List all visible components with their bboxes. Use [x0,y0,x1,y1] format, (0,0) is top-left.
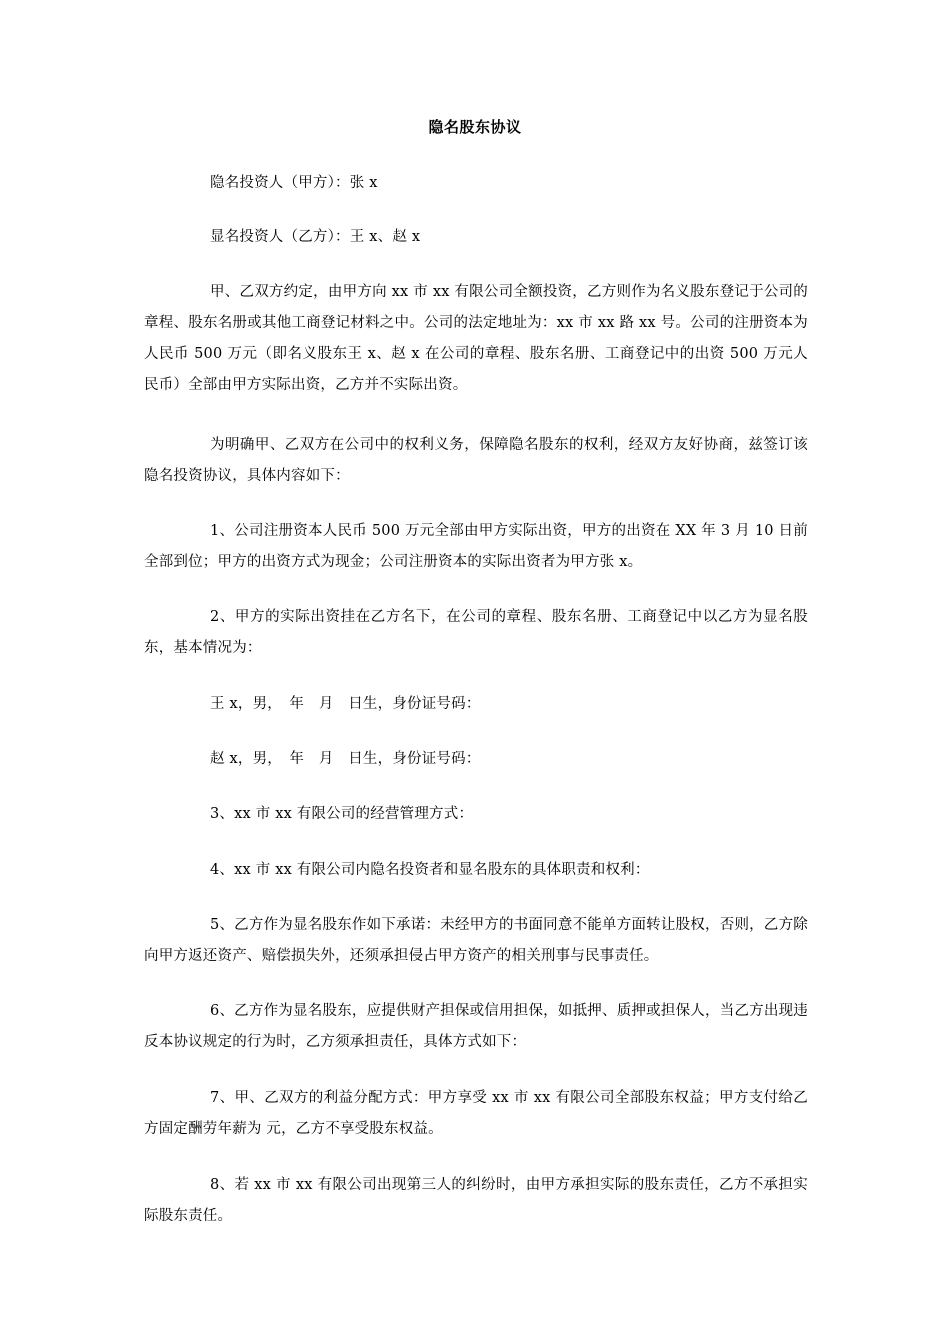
clause-3: 3、xx 市 xx 有限公司的经营管理方式： [210,806,474,822]
clause-4: 4、xx 市 xx 有限公司内隐名投资者和显名股东的具体职责和权利： [210,862,650,878]
clause-1: 1、公司注册资本人民币 500 万元全部由甲方实际出资，甲方的出资在 XX 年 3 月 10 日前全部到位；甲方的出资方式为现金；公司注册资本的实际出资者为甲方张 x。 [144,523,808,570]
concealed-investor-line: 隐名投资人（甲方）：张 x [210,175,378,191]
clause-2: 2、甲方的实际出资挂在乙方名下，在公司的章程、股东名册、工商登记中以乙方为显名股东，基本情况为： [144,609,808,656]
clause-8: 8、若 xx 市 xx 有限公司出现第三人的纠纷时，由甲方承担实际的股东责任，乙方不承担实际股东责任。 [144,1177,808,1224]
clause-5: 5、乙方作为显名股东作如下承诺：未经甲方的书面同意不能单方面转让股权，否则，乙方除向甲方返还资产、赔偿损失外，还须承担侵占甲方资产的相关刑事与民事责任。 [144,917,808,964]
agreement-intro-paragraph: 甲、乙双方约定，由甲方向 xx 市 xx 有限公司全额投资，乙方则作为名义股东登记于公司的章程、股东名册或其他工商登记材料之中。公司的法定地址为：xx 市 xx 路 xx 号。公司的注册资本为人民币 500 万元（即名义股东王 x、赵 x 在公司的章程、股东名册、工商登记中的出资 500 万元人民币）全部由甲方实际出资，乙方并不实际出资。 [144,284,808,393]
clause-7: 7、甲、乙双方的利益分配方式：甲方享受 xx 市 xx 有限公司全部股东权益；甲方支付给乙方固定酬劳年薪为 元，乙方不享受股东权益。 [144,1090,808,1137]
purpose-paragraph: 为明确甲、乙双方在公司中的权利义务，保障隐名股东的权利，经双方友好协商，兹签订该隐名投资协议，具体内容如下： [144,437,808,484]
nominal-investor-line: 显名投资人（乙方）：王 x、赵 x [210,229,421,245]
clause-6: 6、乙方作为显名股东，应提供财产担保或信用担保，如抵押、质押或担保人，当乙方出现违反本协议规定的行为时，乙方须承担责任，具体方式如下： [144,1003,808,1050]
shareholder-wang-line: 王 x，男， 年 月 日生，身份证号码： [210,696,481,712]
shareholder-zhao-line: 赵 x，男， 年 月 日生，身份证号码： [210,751,481,767]
document-title: 隐名股东协议 [428,118,522,136]
